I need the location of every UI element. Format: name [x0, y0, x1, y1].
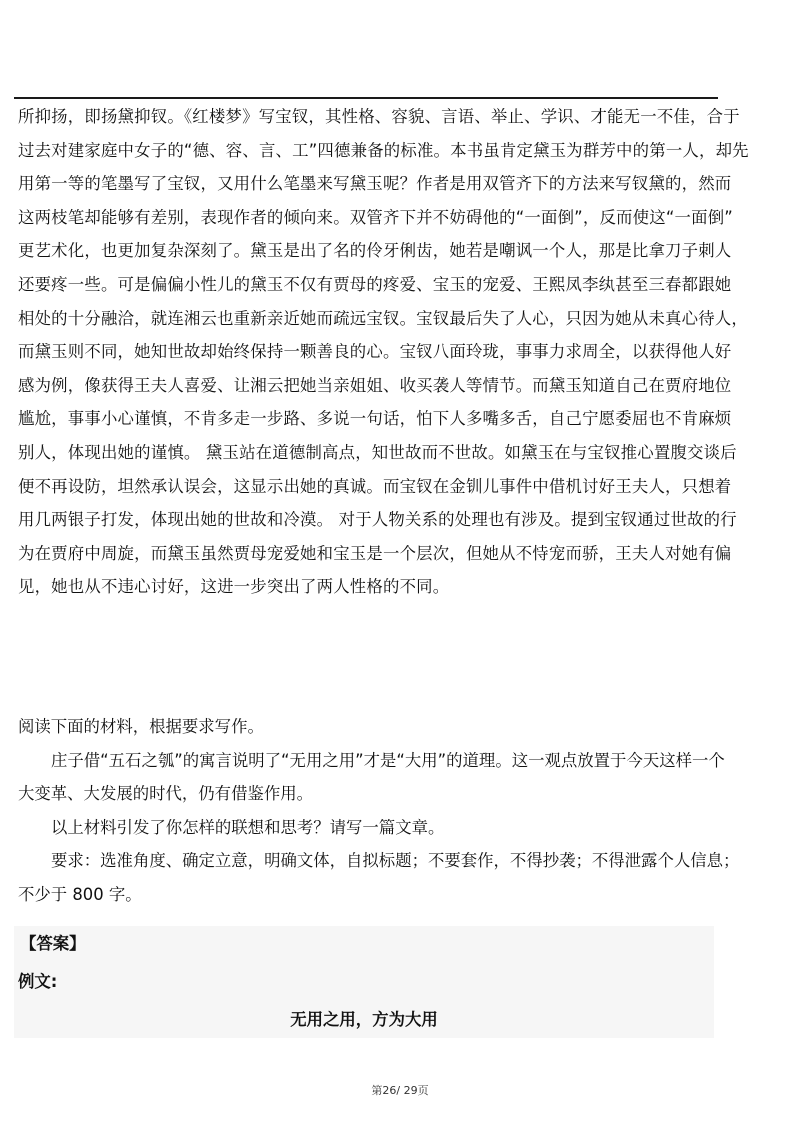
- prompt-question: 以上材料引发了你怎样的联想和思考？请写一篇文章。: [51, 817, 445, 837]
- top-divider-line: [14, 97, 718, 99]
- essay-line: 相处的十分融洽，就连湘云也重新亲近她而疏远宝钗。宝钗最后失了人心，只因为她从未真心待人，: [18, 308, 748, 328]
- essay-continuation: [18, 100, 749, 604]
- essay-line: 而黛玉则不同，她知世故却始终保持一颗善良的心。宝钗八面玲珑，事事力求周全，以获得他人好: [18, 342, 732, 362]
- essay-line: 便不再设防，坦然承认误会，这显示出她的真诚。而宝钗在金钏儿事件中借机讨好王夫人，只想着: [18, 476, 732, 496]
- prompt-intro: 阅读下面的材料，根据要求写作。: [18, 717, 264, 736]
- essay-line: 还要疼一些。可是偏偏小性儿的黛玉不仅有贾母的疼爱、宝玉的宠爱、王熙凤李纨甚至三春都跟她: [18, 274, 732, 294]
- essay-line: 更艺术化，也更加复杂深刻了。黛玉是出了名的伶牙俐齿，她若是嘲讽一个人，那是比拿刀子刺人: [18, 241, 732, 261]
- writing-prompt: [18, 710, 740, 912]
- essay-line: 用第一等的笔墨写了宝钗，又用什么笔墨来写黛玉呢？作者是用双管齐下的方法来写钗黛的，然而: [18, 174, 732, 194]
- essay-line: 别人，体现出她的谨慎。 黛玉站在道德制高点，知世故而不世故。如黛玉在与宝钗推心置腹交谈后: [18, 442, 737, 462]
- essay-line: 见，她也从不违心讨好，这进一步突出了两人性格的不同。: [18, 577, 450, 597]
- essay-line: 为在贾府中周旋，而黛玉虽然贾母宠爱她和宝玉是一个层次，但她从不恃宠而骄，王夫人对她有偏: [18, 543, 732, 563]
- page-number: 第26/ 29页: [371, 1084, 429, 1097]
- prompt-material: 庄子借“五石之瓠”的寓言说明了“无用之用”才是“大用”的道理。这一观点放置于今天这样一个: [51, 750, 725, 770]
- answer-section: [14, 926, 714, 1038]
- essay-line: 过去对建家庭中女子的“德、容、言、工”四德兼备的标准。本书虽肯定黛玉为群芳中的第一人，却先: [18, 140, 749, 160]
- prompt-material-continued: 大变革、大发展的时代，仍有借鉴作用。: [18, 784, 314, 804]
- essay-line: 感为例，像获得王夫人喜爱、让湘云把她当亲姐姐、收买袭人等情节。而黛玉知道自己在贾府地位: [18, 375, 732, 395]
- prompt-requirements-continued: 不少于 800 字。: [18, 884, 142, 904]
- answer-label: 【答案】: [20, 934, 86, 953]
- example-essay-title: 无用之用，方为大用: [290, 1010, 438, 1029]
- example-essay-label: 例文:: [18, 972, 58, 991]
- essay-line: 这两枝笔却能够有差别，表现作者的倾向来。双管齐下并不妨碍他的“一面倒”，反而使这“一面倒”: [18, 207, 733, 227]
- essay-line: 所抑扬，即扬黛抑钗。《红楼梦》写宝钗，其性格、容貌、言语、举止、学识、才能无一不佳，合于: [18, 107, 740, 126]
- essay-line: 用几两银子打发，体现出她的世故和冷漠。 对于人物关系的处理也有涉及。提到宝钗通过世故的行: [18, 510, 737, 530]
- essay-line: 尴尬，事事小心谨慎，不肯多走一步路、多说一句话，怕下人多嘴多舌，自己宁愿委屈也不肯麻烦: [18, 409, 732, 429]
- prompt-requirements: 要求：选准角度、确定立意，明确文体，自拟标题；不要套作，不得抄袭；不得泄露个人信息；: [51, 851, 740, 871]
